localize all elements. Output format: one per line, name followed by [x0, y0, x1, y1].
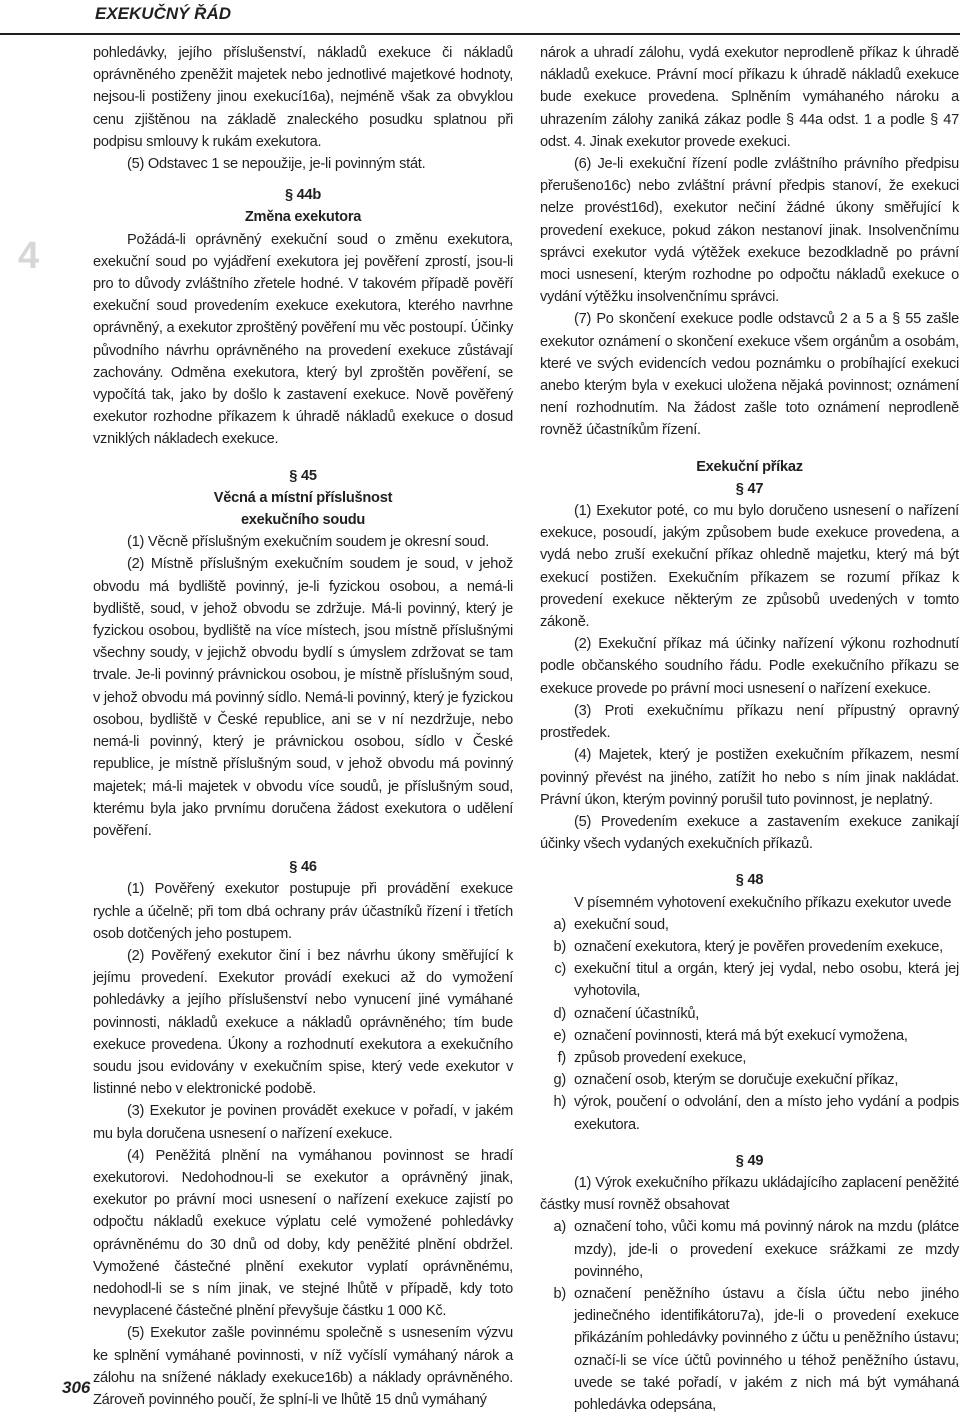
list-marker: e) — [553, 1027, 566, 1044]
paragraph: (1) Věcně příslušným exekučním soudem je okresní soud. — [127, 534, 490, 551]
section-title: Změna exekutora — [244, 209, 362, 226]
running-header: EXEKUČNÝ ŘÁD — [95, 4, 232, 23]
paragraph: (5) Odstavec 1 se nepoužije, je-li povinným stát. — [127, 156, 426, 173]
list-text: označení exekutora, který je pověřen provedením exekuce, — [574, 938, 943, 955]
section-number: § 49 — [735, 1152, 764, 1169]
list-item — [540, 1069, 959, 1091]
list-item — [540, 936, 959, 958]
list-item — [540, 1091, 959, 1135]
side-chapter-number: 4 — [18, 235, 40, 277]
list-marker: c) — [554, 961, 566, 978]
list-text: způsob provedení exekuce, — [574, 1049, 747, 1066]
paragraph: (3) Proti exekučnímu příkazu není přípustný opravný prostředek. — [540, 702, 959, 742]
paragraph: (4) Peněžitá plnění na vymáhanou povinnost se hradí exekutorovi. Nedohodnou-li se exekutor a oprávněný jinak, exekutor po právní moci usnesení o nařízení exekuce zajistí po odpočtu nákladů exekuce výplatu celé vymožené pohledávky oprávněnému do 30 dnů od doby, kdy peněžité plnění obdržel. Vymožené částečné plnění exekutor vyplatí oprávněnému, nedohodl-li se s ním jinak, ve stejné lhůtě v případě, kdy toto nevyplacené částečné plnění převyšuje částku 1 000 Kč. — [93, 1147, 513, 1320]
paragraph: (3) Exekutor je povinen provádět exekuce v pořadí, v jakém mu byla doručena usnesení o nařízení exekuce. — [93, 1103, 513, 1142]
list-marker: f) — [557, 1049, 566, 1066]
list-text: exekuční soud, — [574, 916, 669, 933]
paragraph: (6) Je-li exekuční řízení podle zvláštního právního předpisu přerušeno16c) nebo zvláštní právní předpis stanoví, že exekuci nelze provést16d), exekutor nečiní žádné úkony směřující k provedení exekuce, pokud zákon nestanoví jinak. Insolvenčnímu správci exekutor vydá výtěžek exekuce bezodkladně po právní moci usnesení, kterým rozhodne po odpočtu nákladů exekuce o vydání výtěžku insolvenčnímu správci. — [540, 156, 959, 306]
list-marker: a) — [553, 1219, 566, 1236]
paragraph: (5) Provedením exekuce a zastavením exekuce zanikají účinky všech vydaných exekučních příkazů. — [540, 813, 959, 853]
list-text: označení peněžního ústavu a čísla účtu nebo jiného jedinečného identifikátoru7a), jde-li o provedení exekuce přikázáním pohledávky povinného z účtu u peněžního ústavu; označí-li se více účtů povinného u téhož peněžního ústavu, uvede se také pořadí, v jakém z nich má být vymáhaná pohledávka odepsána, — [574, 1285, 959, 1413]
paragraph: (5) Exekutor zašle povinnému společně s usnesením výzvu ke splnění vymáhané povinnosti, v níž vyčíslí vymáhaný nárok a zálohu na snížené náklady exekuce16b) a náklady oprávněného. Zároveň povinného poučí, že splní-li ve lhůtě 15 dnů vymáhaný — [93, 1325, 513, 1408]
section-number: § 45 — [289, 467, 317, 484]
list-item — [540, 1003, 959, 1025]
paragraph: (1) Výrok exekučního příkazu ukládajícího zaplacení peněžité částky musí rovněž obsahovat — [540, 1174, 959, 1214]
list-marker: b) — [553, 1285, 566, 1302]
list-text: exekuční titul a orgán, který jej vydal, nebo osobu, která jej vyhotovila, — [574, 961, 959, 1000]
paragraph: pohledávky, jejího příslušenství, nákladů exekuce či nákladů oprávněného zpeněžit majetek nebo jednotlivé majetkové hodnoty, nejsou-li postiženy jinou exekucí16a), nejméně však za obvyklou cenu zjištěnou na základě znaleckého posudku splatnou při podpisu smlouvy k rukám exekutora. — [93, 45, 513, 150]
right-column — [540, 42, 959, 1416]
left-column — [93, 42, 513, 1411]
paragraph: (2) Místně příslušným exekučním soudem je soud, v jehož obvodu má bydliště povinný, je-li fyzickou osobou, a nemá-li bydliště, soud, v jehož obvodu se zdržuje. Má-li povinný, který je fyzickou osobou, bydliště na více místech, jsou místně příslušnými všechny soudy, v jejichž obvodu bydlí s úmyslem zdržovat se tam trvale. Je-li povinný právnickou osobou, je místně příslušným soud, v jehož obvodu má povinný sídlo. Nemá-li povinný, který je fyzickou osobou, bydliště v České republice, ani se v ní nezdržuje, nebo nemá-li povinný, který je právnickou osobou, sídlo v České republice, je místně příslušným soud, v jehož obvodu má povinný majetek; má-li majetek v obvodu více soudů, je příslušným soud, kterému byla jako prvnímu doručena žádost exekutora o udělení pověření. — [93, 556, 513, 839]
paragraph: nárok a uhradí zálohu, vydá exekutor neprodleně příkaz k úhradě nákladů exekuce. Právní mocí příkazu k úhradě nákladů exekuce bude exekuce provedena. Splněním vymáhaného nároku a uhrazením zálohy zaniká zákaz podle § 44a odst. 1 a podle § 47 odst. 4. Jinak exekutor provede exekuci. — [540, 45, 959, 150]
list-marker: a) — [553, 916, 566, 933]
section-number: § 48 — [735, 872, 764, 889]
paragraph: (1) Exekutor poté, co mu bylo doručeno usnesení o nařízení exekuce, posoudí, jakým způsobem bude exekuce provedena, a vydá nebo zruší exekuční příkaz ohledně majetku, který má být exekucí postižen. Exekučním příkazem se rozumí příkaz k provedení exekuce některým ze způsobů uvedených v tomto zákoně. — [540, 503, 959, 631]
list-item — [540, 1047, 959, 1069]
list-text: označení účastníků, — [574, 1005, 700, 1022]
paragraph: (7) Po skončení exekuce podle odstavců 2 a 5 a § 55 zašle exekutor oznámení o skončení exekuce všem orgánům a osobám, které ve svých evidencích vedou poznámku o probíhající exekuci anebo kterým byla v exekuci uložena nějaká povinnost; oznámení není rozhodnutím. Na žádost zašle toto oznámení neprodleně rovněž účastníkům řízení. — [540, 311, 959, 439]
list-text: označení povinnosti, která má být exekucí vymožena, — [574, 1027, 908, 1044]
list-text: označení osob, kterým se doručuje exekuční příkaz, — [574, 1072, 899, 1089]
list-marker: g) — [553, 1072, 566, 1089]
list-text: označení toho, vůči komu má povinný nárok na mzdu (plátce mzdy), jde-li o provedení exekuce srážkami ze mzdy povinného, — [574, 1219, 959, 1280]
section-title: Věcná a místní příslušnost exekučního soudu — [213, 489, 393, 529]
list-item — [540, 1025, 959, 1047]
list-item — [540, 914, 959, 936]
section-number: § 46 — [289, 859, 317, 876]
list-marker: b) — [553, 938, 566, 955]
paragraph: Požádá-li oprávněný exekuční soud o změnu exekutora, exekuční soud po vyjádření exekutora jej pověření zprostí, jsou-li pro to důvody zvláštního zřetele hodné. V takovém případě pověří exekuční soud provedením exekuce exekutora, kterého navrhne oprávněný, a exekutor zproštěný pověření mu věc postoupí. Účinky původního návrhu oprávněného na provedení exekuce zůstávají zachovány. Odměna exekutora, který byl zproštěn pověření, se vypočítá tak, jako by došlo k zastavení exekuce. Nově pověřený exekutor rozhodne příkazem k úhradě nákladů exekuce o dosud vzniklých nákladech exekuce. — [93, 231, 513, 448]
paragraph: (1) Pověřený exekutor postupuje při provádění exekuce rychle a účelně; při tom dbá ochrany práv účastníků řízení i třetích osob dotčených jeho postupem. — [93, 881, 513, 942]
paragraph: V písemném vyhotovení exekučního příkazu exekutor uvede — [574, 894, 952, 911]
paragraph: (2) Pověřený exekutor činí i bez návrhu úkony směřující k jejímu provedení. Exekutor provádí exekuci až do vymožení pohledávky a jejího příslušenství nebo vynucení jiné vymáhané povinnosti, nákladů exekuce a nákladů oprávněného; tím bude exekuce provedena. Úkony a rozhodnutí exekutora a exekučního soudu jsou evidovány v exekučním spise, který vede exekutor v listinné nebo v elektronické podobě. — [93, 947, 513, 1098]
header-rule — [0, 33, 960, 35]
paragraph: (4) Majetek, který je postižen exekučním příkazem, nesmí povinný převést na jiného, zatížit ho nebo s ním jinak nakládat. Právní úkon, kterým povinný porušil tuto povinnost, je neplatný. — [540, 747, 959, 808]
section-number: § 44b — [284, 187, 322, 204]
list-item — [540, 958, 959, 1002]
list-marker: d) — [553, 1005, 566, 1022]
section-title: Exekuční příkaz — [696, 458, 803, 475]
list-s49 — [540, 1216, 959, 1416]
list-item — [540, 1283, 959, 1416]
list-marker: h) — [553, 1094, 566, 1111]
page-number: 306 — [62, 1378, 91, 1397]
list-s48 — [540, 914, 959, 1136]
list-text: výrok, poučení o odvolání, den a místo jeho vydání a podpis exekutora. — [574, 1094, 959, 1133]
section-number: § 47 — [735, 480, 764, 497]
paragraph: (2) Exekuční příkaz má účinky nařízení výkonu rozhodnutí podle občanského soudního řádu. Podle exekučního příkazu se exekuce provede po právní moci usnesení o nařízení exekuce. — [540, 636, 959, 697]
list-item — [540, 1216, 959, 1283]
